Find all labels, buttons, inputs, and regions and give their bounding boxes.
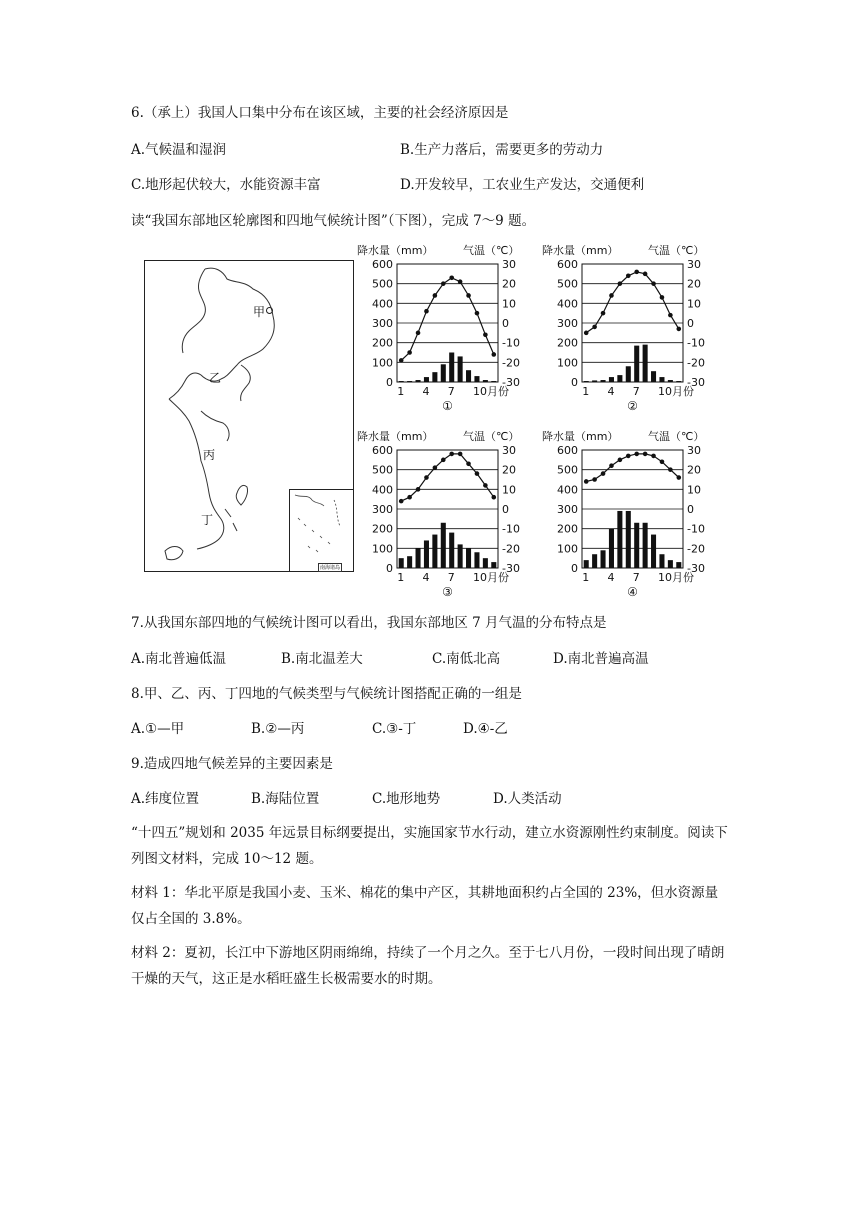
temperature-point (609, 463, 614, 468)
y-left-tick-label: 100 (372, 542, 393, 556)
temperature-point (483, 333, 488, 338)
precipitation-bar (441, 523, 446, 568)
islands-icon (290, 490, 353, 571)
precipitation-bar (676, 381, 681, 382)
y-left-tick-label: 200 (372, 522, 393, 536)
temperature-point (449, 452, 454, 457)
x-tick-label: 1 (397, 385, 405, 398)
y-right-tick-label: 30 (687, 258, 701, 271)
x-tick-label: 7 (632, 385, 640, 398)
temperature-point (668, 313, 673, 318)
temperature-point (584, 479, 589, 484)
temp-axis-label: 气温（℃） (463, 244, 520, 257)
temperature-point (458, 452, 463, 457)
y-left-tick-label: 600 (372, 444, 393, 457)
material-1: 材料 1：华北平原是我国小麦、玉米、棉花的集中产区，其耕地面积约占全国的 23%，但水资源量仅占全国的 3.8%。 (131, 885, 719, 927)
precipitation-bar (399, 558, 404, 568)
y-right-tick-label: 10 (687, 297, 701, 311)
x-tick-label: 1 (582, 385, 590, 398)
temperature-point (609, 293, 614, 298)
climate-chart-3 (355, 426, 545, 601)
temperature-point (676, 327, 681, 332)
y-left-tick-label: 500 (557, 463, 578, 477)
temperature-point (424, 309, 429, 314)
precipitation-bar (424, 377, 429, 382)
temperature-point (416, 487, 421, 492)
precipitation-bar (626, 511, 631, 568)
y-right-tick-label: 30 (687, 444, 701, 457)
precipitation-bar (491, 562, 496, 568)
y-left-tick-label: 0 (386, 376, 393, 389)
precipitation-bar (659, 554, 664, 568)
q8-option-b[interactable]: B.②—丙 (251, 721, 305, 737)
temperature-point (458, 279, 463, 284)
y-left-tick-label: 400 (372, 297, 393, 311)
temperature-point (584, 331, 589, 336)
y-right-tick-label: -20 (502, 356, 520, 370)
x-tick-label: 10月份 (657, 385, 694, 398)
y-right-tick-label: 10 (687, 483, 701, 497)
place-ding: 丁 (201, 513, 214, 527)
y-left-tick-label: 100 (557, 542, 578, 556)
place-jia: 甲 (253, 305, 266, 319)
climate-chart-1 (355, 240, 545, 415)
temperature-point (483, 483, 488, 488)
x-tick-label: 4 (607, 571, 615, 584)
temperature-point (643, 272, 648, 277)
temperature-point (407, 350, 412, 355)
precipitation-bar (601, 550, 606, 568)
y-right-tick-label: -30 (502, 376, 520, 389)
y-left-tick-label: 300 (557, 503, 578, 516)
q8-option-c[interactable]: C.③-丁 (372, 721, 417, 737)
chart-title: ① (442, 399, 453, 413)
y-right-tick-label: 0 (687, 503, 694, 516)
temperature-point (475, 311, 480, 316)
city-dot-icon (266, 307, 273, 314)
y-right-tick-label: 10 (502, 297, 516, 311)
precipitation-bar (659, 377, 664, 382)
q9-option-d[interactable]: D.人类活动 (493, 791, 562, 807)
temperature-point (634, 270, 639, 275)
temperature-line (401, 454, 494, 501)
y-right-tick-label: 0 (687, 317, 694, 330)
precipitation-bar (441, 364, 446, 382)
temperature-point (433, 465, 438, 470)
climate-chart-4 (540, 426, 730, 601)
y-right-tick-label: -20 (687, 356, 705, 370)
precipitation-bar (634, 346, 639, 382)
temperature-point (407, 495, 412, 500)
temperature-point (449, 275, 454, 280)
precipitation-bar (643, 345, 648, 382)
precipitation-bar (668, 380, 673, 382)
y-left-tick-label: 200 (557, 336, 578, 350)
temperature-point (592, 325, 597, 330)
q6-option-a[interactable]: A.气候温和湿润 (131, 142, 227, 158)
y-left-tick-label: 600 (557, 444, 578, 457)
temperature-point (643, 452, 648, 457)
temperature-line (586, 454, 679, 482)
y-left-tick-label: 0 (571, 562, 578, 575)
precipitation-bar (592, 380, 597, 382)
x-tick-label: 10月份 (472, 571, 509, 584)
precip-axis-label: 降水量（mm） (357, 430, 434, 443)
x-tick-label: 7 (447, 385, 455, 398)
inset-label: 南海诸岛 (320, 565, 341, 571)
precipitation-bar (609, 529, 614, 568)
y-right-tick-label: 20 (687, 463, 701, 477)
temperature-point (634, 452, 639, 457)
place-yi: 乙 (209, 371, 222, 385)
y-left-tick-label: 500 (557, 277, 578, 291)
x-tick-label: 4 (422, 385, 430, 398)
temperature-point (491, 495, 496, 500)
temperature-point (601, 311, 606, 316)
temperature-point (668, 467, 673, 472)
x-tick-label: 4 (607, 385, 615, 398)
temperature-point (466, 461, 471, 466)
temperature-line (586, 272, 679, 333)
precipitation-bar (617, 511, 622, 568)
temperature-point (441, 458, 446, 463)
precipitation-bar (449, 353, 454, 383)
y-right-tick-label: 20 (502, 277, 516, 291)
precip-axis-label: 降水量（mm） (357, 244, 434, 257)
precipitation-bar (449, 533, 454, 568)
precip-axis-label: 降水量（mm） (542, 244, 619, 257)
q7-option-d[interactable]: D.南北普遍高温 (553, 651, 649, 667)
chart-title: ③ (442, 585, 453, 599)
y-right-tick-label: -10 (687, 336, 705, 350)
precipitation-bar (483, 380, 488, 382)
y-right-tick-label: -20 (687, 542, 705, 556)
precipitation-bar (466, 370, 471, 382)
y-left-tick-label: 300 (557, 317, 578, 330)
q6-option-d[interactable]: D.开发较早，工农业生产发达，交通便利 (400, 177, 645, 193)
y-left-tick-label: 200 (372, 336, 393, 350)
y-left-tick-label: 100 (557, 356, 578, 370)
precipitation-bar (458, 544, 463, 568)
y-right-tick-label: -20 (502, 542, 520, 556)
q7-option-a[interactable]: A.南北普遍低温 (131, 651, 227, 667)
temp-axis-label: 气温（℃） (648, 244, 705, 257)
temperature-point (424, 475, 429, 480)
y-left-tick-label: 100 (372, 356, 393, 370)
precipitation-bar (651, 535, 656, 568)
q6-stem: 6.（承上）我国人口集中分布在该区域，主要的社会经济原因是 (131, 105, 509, 121)
x-tick-label: 1 (397, 571, 405, 584)
y-left-tick-label: 0 (386, 562, 393, 575)
temperature-point (491, 352, 496, 357)
precipitation-bar (617, 375, 622, 382)
temperature-point (651, 454, 656, 459)
x-tick-label: 7 (632, 571, 640, 584)
y-left-tick-label: 0 (571, 376, 578, 389)
temperature-point (416, 331, 421, 336)
material-2: 材料 2：夏初，长江中下游地区阴雨绵绵，持续了一个月之久。至于七八月份，一段时间出现了晴朗干燥的天气，这正是水稻旺盛生长极需要水的时期。 (131, 945, 725, 987)
y-left-tick-label: 200 (557, 522, 578, 536)
q7-stem: 7.从我国东部四地的气候统计图可以看出，我国东部地区 7 月气温的分布特点是 (131, 615, 607, 631)
q7-option-b[interactable]: B.南北温差大 (281, 651, 363, 667)
x-tick-label: 10月份 (472, 385, 509, 398)
temperature-point (433, 293, 438, 298)
y-right-tick-label: -10 (502, 522, 520, 536)
south-china-sea-inset (289, 489, 354, 572)
y-right-tick-label: 30 (502, 444, 516, 457)
precip-axis-label: 降水量（mm） (542, 430, 619, 443)
temp-axis-label: 气温（℃） (463, 430, 520, 443)
precipitation-bar (416, 548, 421, 568)
y-right-tick-label: -30 (687, 376, 705, 389)
temperature-point (618, 281, 623, 286)
temperature-point (466, 293, 471, 298)
chart-title: ④ (627, 585, 638, 599)
y-right-tick-label: 0 (502, 503, 509, 516)
precipitation-bar (491, 381, 496, 382)
precipitation-bar (634, 523, 639, 568)
precipitation-bar (432, 372, 437, 382)
precipitation-bar (458, 356, 463, 382)
q8-option-a[interactable]: A.①—甲 (131, 721, 185, 737)
precipitation-bar (601, 380, 606, 382)
q8-stem: 8.甲、乙、丙、丁四地的气候类型与气候统计图搭配正确的一组是 (131, 686, 522, 702)
temp-axis-label: 气温（℃） (648, 430, 705, 443)
y-left-tick-label: 600 (557, 258, 578, 271)
q6-option-b[interactable]: B.生产力落后，需要更多的劳动力 (400, 142, 604, 158)
temperature-point (592, 477, 597, 482)
x-tick-label: 7 (447, 571, 455, 584)
q9-option-b[interactable]: B.海陆位置 (251, 791, 320, 807)
y-right-tick-label: 0 (502, 317, 509, 330)
precipitation-bar (592, 554, 597, 568)
precipitation-bar (668, 560, 673, 568)
precipitation-bar (474, 552, 479, 568)
precipitation-bar (676, 562, 681, 568)
temperature-point (399, 358, 404, 363)
y-left-tick-label: 400 (557, 297, 578, 311)
y-right-tick-label: -30 (502, 562, 520, 575)
q6-option-c[interactable]: C.地形起伏较大，水能资源丰富 (131, 177, 321, 193)
y-right-tick-label: 10 (502, 483, 516, 497)
y-right-tick-label: -10 (687, 522, 705, 536)
q8-option-d[interactable]: D.④-乙 (463, 721, 508, 737)
precipitation-bar (584, 381, 589, 382)
precipitation-bar (609, 377, 614, 382)
x-tick-label: 4 (422, 571, 430, 584)
q9-stem: 9.造成四地气候差异的主要因素是 (131, 756, 333, 772)
precipitation-bar (432, 535, 437, 568)
x-tick-label: 10月份 (657, 571, 694, 584)
temperature-point (651, 281, 656, 286)
precipitation-bar (626, 366, 631, 382)
precipitation-bar (584, 560, 589, 568)
precipitation-bar (474, 376, 479, 382)
temperature-point (626, 274, 631, 279)
y-right-tick-label: -30 (687, 562, 705, 575)
climate-chart-2 (540, 240, 730, 415)
chart-title: ② (627, 399, 638, 413)
precipitation-bar (466, 548, 471, 568)
precipitation-bar (643, 523, 648, 568)
temperature-point (399, 499, 404, 504)
intro-10-12: “十四五”规划和 2035 年远景目标纲要提出，实施国家节水行动，建立水资源刚性约束制度。阅读下列图文材料，完成 10～12 题。 (131, 825, 728, 867)
temperature-point (601, 471, 606, 476)
y-left-tick-label: 300 (372, 317, 393, 330)
temperature-point (676, 475, 681, 480)
temperature-point (618, 458, 623, 463)
q7-option-c[interactable]: C.南低北高 (432, 651, 501, 667)
temperature-line (401, 278, 494, 361)
intro-7-9: 读“我国东部地区轮廓图和四地气候统计图”（下图），完成 7～9 题。 (131, 213, 536, 229)
precipitation-bar (407, 556, 412, 568)
temperature-point (475, 471, 480, 476)
precipitation-bar (483, 558, 488, 568)
precipitation-bar (651, 371, 656, 382)
temperature-point (626, 454, 631, 459)
y-left-tick-label: 400 (557, 483, 578, 497)
y-right-tick-label: 30 (502, 258, 516, 271)
precipitation-bar (399, 381, 404, 382)
y-right-tick-label: -10 (502, 336, 520, 350)
y-left-tick-label: 500 (372, 277, 393, 291)
precipitation-bar (407, 381, 412, 382)
precipitation-bar (416, 380, 421, 382)
y-left-tick-label: 400 (372, 483, 393, 497)
temperature-point (660, 295, 665, 300)
x-tick-label: 1 (582, 571, 590, 584)
q9-option-a[interactable]: A.纬度位置 (131, 791, 200, 807)
y-right-tick-label: 20 (502, 463, 516, 477)
place-bing: 丙 (203, 448, 216, 462)
precipitation-bar (424, 540, 429, 568)
temperature-point (441, 281, 446, 286)
temperature-point (660, 460, 665, 465)
y-right-tick-label: 20 (687, 277, 701, 291)
y-left-tick-label: 500 (372, 463, 393, 477)
y-left-tick-label: 300 (372, 503, 393, 516)
y-left-tick-label: 600 (372, 258, 393, 271)
q9-option-c[interactable]: C.地形地势 (372, 791, 441, 807)
